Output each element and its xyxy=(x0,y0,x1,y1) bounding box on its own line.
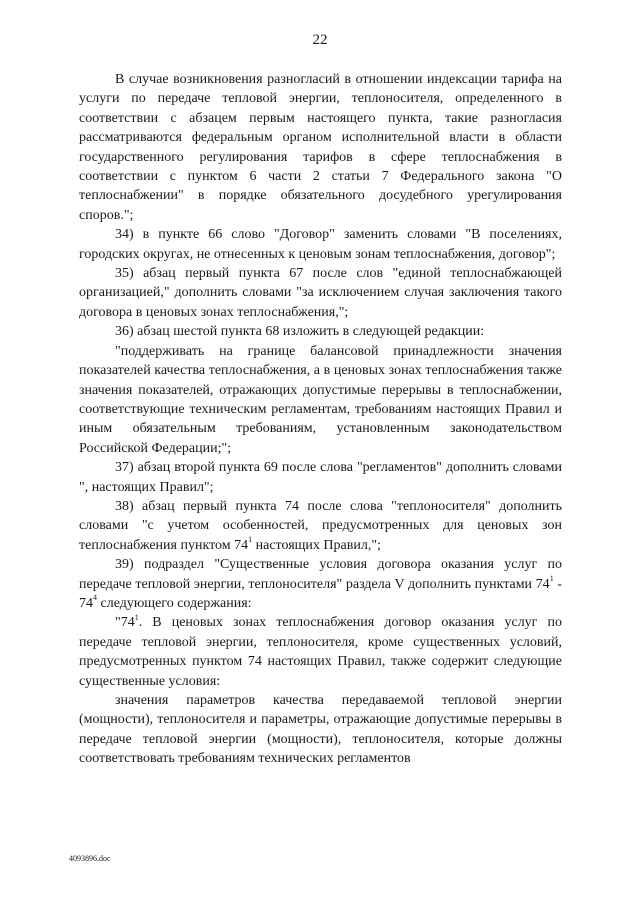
paragraph-point-74-1-text-a: "74 xyxy=(115,615,135,631)
superscript: 1 xyxy=(248,535,253,545)
paragraph-quality-parameters: значения параметров качества передаваемой тепловой энергии (мощности), теплоносителя и параметры, отражающие допустимые перерывы в передаче тепловой энергии (мощности), теплоносителя, которые должны соответствовать требованиям технических регламентов xyxy=(79,693,562,767)
paragraph-item-37: 37) абзац второй пункта 69 после слова "регламентов" дополнить словами ", настоящих Правил"; xyxy=(79,460,562,495)
footer-filename: 4093896.doc xyxy=(69,854,111,863)
paragraph-item-35: 35) абзац первый пункта 67 после слов "единой теплоснабжающей организацией," дополнить словами "за исключением случая заключения такого договора в ценовых зонах теплоснабжения,"; xyxy=(79,266,562,320)
paragraph-item-39-text-mid: - 74 xyxy=(79,576,562,611)
superscript: 4 xyxy=(93,593,97,603)
page-number: 22 xyxy=(312,32,328,48)
paragraph-point-74-1 xyxy=(79,613,562,691)
paragraph-item-39-text-b: следующего содержания: xyxy=(97,595,252,611)
superscript: 1 xyxy=(549,573,554,583)
document-body xyxy=(79,70,562,769)
paragraph-item-36-text: "поддерживать на границе балансовой принадлежности значения показателей качества теплоснабжения, а в ценовых зонах теплоснабжения также значения показателей, отражающих допустимые перерывы в теплоснабжении, соответствующие техническим регламентам, требованиям настоящих Правил и иным обязательным требованиям, установленным законодательством Российской Федерации;"; xyxy=(79,343,562,456)
paragraph-item-38-text-a: 38) абзац первый пункта 74 после слова "теплоносителя" дополнить словами "с учетом особенностей, предусмотренных для ценовых зон теплоснабжения пунктом 74 xyxy=(79,498,562,553)
paragraph-item-36: 36) абзац шестой пункта 68 изложить в следующей редакции: xyxy=(115,324,485,340)
paragraph-item-34: 34) в пункте 66 слово "Договор" заменить словами "В поселениях, городских округах, не отнесенных к ценовым зонам теплоснабжения, договор"; xyxy=(79,227,562,262)
paragraph-item-38-text-b: настоящих Правил,"; xyxy=(252,537,381,553)
paragraph-item-39-text-a: 39) подраздел "Существенные условия договора оказания услуг по передаче тепловой энергии, теплоносителя" раздела V дополнить пунктами 74 xyxy=(79,557,562,592)
paragraph-dispute-indexation: В случае возникновения разногласий в отношении индексации тарифа на услуги по передаче тепловой энергии, теплоносителя, определенного в соответствии с абзацем первым настоящего пункта, такие разногласия рассматриваются федеральным органом исполнительной власти в области государственного регулирования тарифов в сфере теплоснабжения в соответствии с пунктом 6 части 2 статьи 7 Федерального закона "О теплоснабжении" в порядке обязательного досудебного урегулирования споров."; xyxy=(79,72,562,223)
superscript: 1 xyxy=(134,612,139,622)
paragraph-item-38 xyxy=(79,497,562,555)
paragraph-point-74-1-text-b: . В ценовых зонах теплоснабжения договор оказания услуг по передаче тепловой энергии, теплоносителя, кроме существенных условий, предусмотренных пунктом 74 настоящих Правил, также содержит следующие существенные условия: xyxy=(79,615,562,689)
paragraph-item-39 xyxy=(79,555,562,613)
